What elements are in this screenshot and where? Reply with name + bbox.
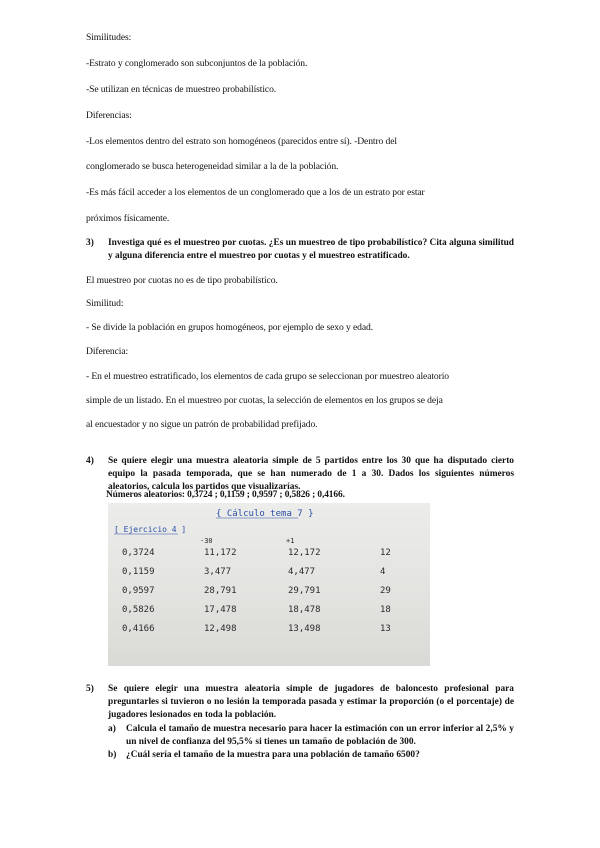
hw-title: { Cálculo tema 7 }: [216, 509, 314, 519]
hw-head-1: ·30: [200, 537, 213, 545]
diferencias-heading: Diferencias:: [86, 110, 132, 121]
similitud-text: - Se divide la población en grupos homogéneos, por ejemplo de sexo y edad.: [86, 322, 374, 333]
hw-times30-1: 11,172: [204, 548, 237, 558]
hw-times30-4: 17,478: [204, 605, 237, 615]
question-4-number: 4): [86, 456, 94, 466]
hw-head-2: +1: [286, 537, 295, 545]
question-5a-label: a): [108, 724, 116, 734]
hw-plus1-4: 18,478: [288, 605, 321, 615]
question-5a: [108, 723, 514, 751]
question-3-text: Investiga qué es el muestreo por cuotas. ¿Es un muestreo de tipo probabilístico? Cita alguna similitud y alguna diferencia entre el muestreo por cuotas y el muestreo estratificado.: [108, 238, 514, 261]
hw-random-5: 0,4166: [122, 624, 155, 634]
hw-times30-3: 28,791: [204, 586, 237, 596]
hw-times30-5: 12,498: [204, 624, 237, 634]
hw-rows: [122, 548, 391, 634]
hw-result-3: 29: [380, 586, 391, 596]
hw-random-1: 0,3724: [122, 548, 155, 558]
question-5b-label: b): [108, 750, 117, 760]
handwritten-calculation-photo: [108, 503, 430, 666]
diferencia-line-2: simple de un listado. En el muestreo por cuotas, la selección de elementos en los grupos se deja: [86, 395, 443, 406]
diferencia-1-line-1: -Los elementos dentro del estrato son homogéneos (parecidos entre sí). -Dentro del: [86, 136, 397, 147]
similitud-heading: Similitud:: [86, 298, 124, 309]
similitudes-heading: Similitudes:: [86, 32, 132, 43]
answer-3-line: El muestreo por cuotas no es de tipo probabilístico.: [86, 275, 278, 286]
diferencia-line-3: al encuestador y no sigue un patrón de probabilidad prefijado.: [86, 419, 318, 430]
question-4: [86, 455, 514, 495]
hw-plus1-3: 29,791: [288, 586, 321, 596]
diferencia-heading: Diferencia:: [86, 346, 129, 357]
diferencia-1-line-2: conglomerado se busca heterogeneidad similar a la de la población.: [86, 161, 339, 172]
question-5-text: Se quiere elegir una muestra aleatoria simple de jugadores de baloncesto profesional para preguntarles si tuvieron o no lesión la temporada pasada y estimar la proporción (o el porcentaje) de jugadores lesionados en toda la población.: [108, 684, 514, 720]
question-5b-text: ¿Cuál sería el tamaño de la muestra para una población de tamaño 6500?: [126, 750, 420, 760]
hw-result-1: 12: [380, 548, 391, 558]
hw-times30-2: 3,477: [204, 567, 232, 577]
question-5: [86, 683, 514, 723]
question-4-text: Se quiere elegir una muestra aleatoria simple de 5 partidos entre los 30 que ha disputado cierto equipo la pasada temporada, que se han numerado de 1 a 30. Dados los siguientes números aleatorios, calcula los partidos que visualizarías.: [108, 456, 514, 492]
random-numbers: Números aleatorios: 0,3724 ; 0,1159 ; 0,9597 ; 0,5826 ; 0,4166.: [106, 490, 345, 500]
handwriting-svg: [108, 503, 430, 666]
hw-random-2: 0,1159: [122, 567, 155, 577]
question-3: [86, 237, 514, 265]
similitud-line-1: -Estrato y conglomerado son subconjuntos de la población.: [86, 58, 308, 69]
hw-label: [ Ejercicio 4 ]: [114, 525, 187, 534]
diferencia-2-line-2: próximos físicamente.: [86, 213, 170, 224]
hw-result-5: 13: [380, 624, 391, 634]
question-5b: [108, 749, 514, 763]
diferencia-2-line-1: -Es más fácil acceder a los elementos de un conglomerado que a los de un estrato por estar: [86, 187, 425, 198]
hw-random-3: 0,9597: [122, 586, 155, 596]
similitud-line-2: -Se utilizan en técnicas de muestreo probabilístico.: [86, 84, 277, 95]
hw-plus1-5: 13,498: [288, 624, 321, 634]
hw-plus1-1: 12,172: [288, 548, 321, 558]
question-5-number: 5): [86, 684, 94, 694]
question-5a-text: Calcula el tamaño de muestra necesario para hacer la estimación con un error inferior al 2,5% y un nivel de confianza del 95,5% si tienes un tamaño de población de 300.: [126, 724, 514, 747]
diferencia-line-1: - En el muestreo estratificado, los elementos de cada grupo se seleccionan por muestreo aleatorio: [86, 371, 449, 382]
hw-result-4: 18: [380, 605, 391, 615]
hw-plus1-2: 4,477: [288, 567, 316, 577]
hw-result-2: 4: [380, 567, 386, 577]
question-3-number: 3): [86, 238, 94, 248]
hw-random-4: 0,5826: [122, 605, 155, 615]
